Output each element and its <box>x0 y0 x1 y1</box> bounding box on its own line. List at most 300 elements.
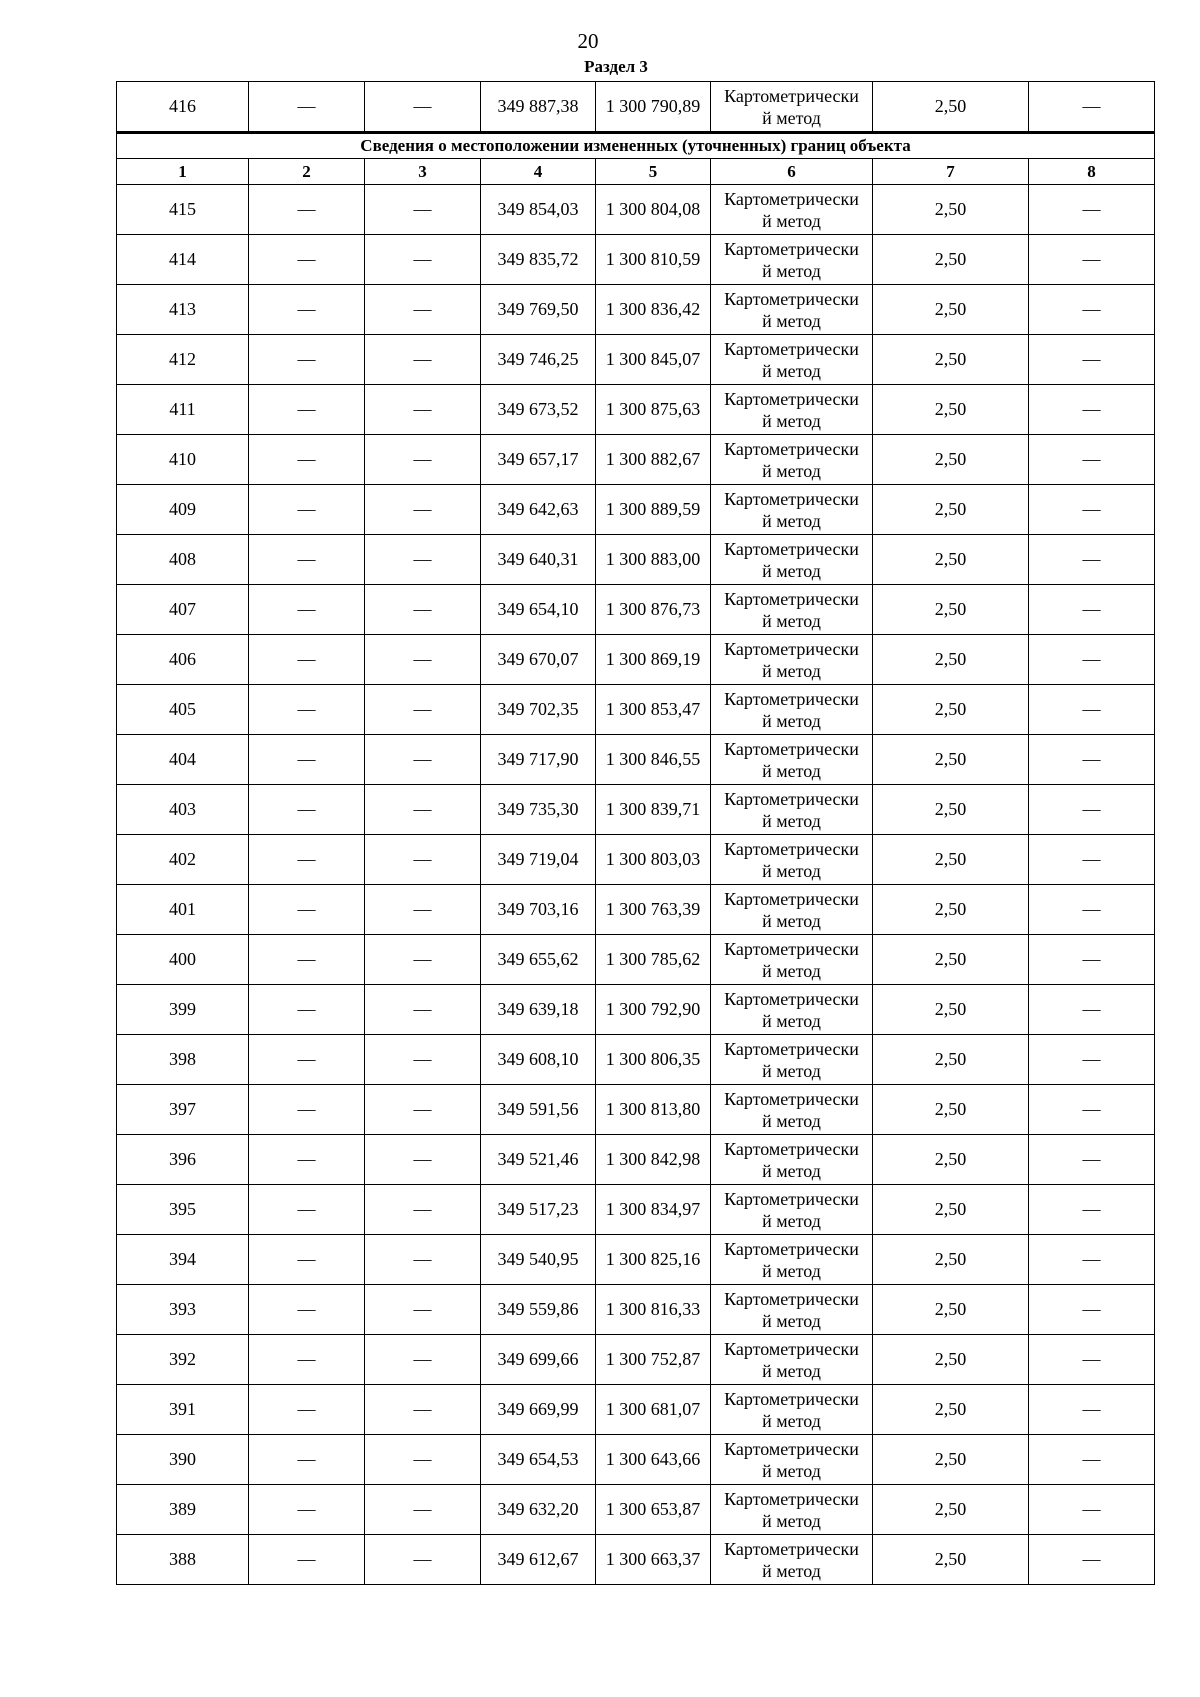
cell-y: 1 300 763,39 <box>596 885 711 935</box>
cell-col3: — <box>365 1085 481 1135</box>
cell-col2: — <box>249 1085 365 1135</box>
cell-point-number: 397 <box>117 1085 249 1135</box>
method-line1: Картометрически <box>724 1338 859 1359</box>
table-row <box>117 1035 1155 1085</box>
cell-x: 349 654,10 <box>481 585 596 635</box>
cell-point-number: 405 <box>117 685 249 735</box>
cell-col8: — <box>1029 82 1155 133</box>
cell-accuracy: 2,50 <box>873 235 1029 285</box>
column-number: 8 <box>1029 159 1155 185</box>
table-row <box>117 535 1155 585</box>
cell-x: 349 703,16 <box>481 885 596 935</box>
cell-method <box>711 1385 873 1435</box>
cell-col8: — <box>1029 785 1155 835</box>
method-line1: Картометрически <box>724 338 859 359</box>
method-line2: й метод <box>762 410 821 431</box>
cell-y: 1 300 839,71 <box>596 785 711 835</box>
cell-col2: — <box>249 185 365 235</box>
cell-point-number: 396 <box>117 1135 249 1185</box>
cell-col3: — <box>365 835 481 885</box>
table-row <box>117 1485 1155 1535</box>
cell-method <box>711 1085 873 1135</box>
method-line1: Картометрически <box>724 1388 859 1409</box>
cell-col2: — <box>249 985 365 1035</box>
method-line1: Картометрически <box>724 938 859 959</box>
cell-method <box>711 1135 873 1185</box>
cell-point-number: 412 <box>117 335 249 385</box>
cell-point-number: 410 <box>117 435 249 485</box>
cell-accuracy: 2,50 <box>873 82 1029 133</box>
cell-y: 1 300 752,87 <box>596 1335 711 1385</box>
cell-col3: — <box>365 1185 481 1235</box>
cell-col8: — <box>1029 1285 1155 1335</box>
cell-col3: — <box>365 1485 481 1535</box>
method-line1: Картометрически <box>724 1238 859 1259</box>
cell-accuracy: 2,50 <box>873 1285 1029 1335</box>
cell-col2: — <box>249 585 365 635</box>
cell-point-number: 400 <box>117 935 249 985</box>
cell-accuracy: 2,50 <box>873 1235 1029 1285</box>
method-line1: Картометрически <box>724 888 859 909</box>
method-line2: й метод <box>762 760 821 781</box>
cell-x: 349 835,72 <box>481 235 596 285</box>
cell-y: 1 300 842,98 <box>596 1135 711 1185</box>
method-line1: Картометрически <box>724 738 859 759</box>
cell-col2: — <box>249 1535 365 1585</box>
table-row <box>117 185 1155 235</box>
column-number: 3 <box>365 159 481 185</box>
cell-col8: — <box>1029 1485 1155 1535</box>
cell-x: 349 699,66 <box>481 1335 596 1385</box>
cell-method <box>711 535 873 585</box>
cell-col3: — <box>365 1285 481 1335</box>
cell-col2: — <box>249 885 365 935</box>
method-line1: Картометрически <box>724 638 859 659</box>
cell-point-number: 398 <box>117 1035 249 1085</box>
cell-col3: — <box>365 735 481 785</box>
cell-col8: — <box>1029 635 1155 685</box>
cell-x: 349 639,18 <box>481 985 596 1035</box>
cell-accuracy: 2,50 <box>873 835 1029 885</box>
table-row <box>117 1385 1155 1435</box>
cell-accuracy: 2,50 <box>873 335 1029 385</box>
table-row <box>117 685 1155 735</box>
cell-col3: — <box>365 1035 481 1085</box>
cell-y: 1 300 836,42 <box>596 285 711 335</box>
method-line2: й метод <box>762 510 821 531</box>
method-line2: й метод <box>762 660 821 681</box>
cell-accuracy: 2,50 <box>873 1535 1029 1585</box>
cell-x: 349 642,63 <box>481 485 596 535</box>
cell-y: 1 300 882,67 <box>596 435 711 485</box>
method-line1: Картометрически <box>724 1438 859 1459</box>
cell-x: 349 657,17 <box>481 435 596 485</box>
cell-col8: — <box>1029 385 1155 435</box>
cell-col3: — <box>365 435 481 485</box>
method-line2: й метод <box>762 310 821 331</box>
table-row-top <box>117 82 1155 133</box>
cell-accuracy: 2,50 <box>873 1185 1029 1235</box>
cell-col2: — <box>249 635 365 685</box>
cell-accuracy: 2,50 <box>873 1485 1029 1535</box>
cell-point-number: 388 <box>117 1535 249 1585</box>
cell-accuracy: 2,50 <box>873 1135 1029 1185</box>
cell-x: 349 521,46 <box>481 1135 596 1185</box>
cell-method <box>711 585 873 635</box>
cell-col8: — <box>1029 535 1155 585</box>
cell-x: 349 655,62 <box>481 935 596 985</box>
cell-accuracy: 2,50 <box>873 1435 1029 1485</box>
cell-x: 349 540,95 <box>481 1235 596 1285</box>
table-row <box>117 785 1155 835</box>
cell-method <box>711 1285 873 1335</box>
cell-col3: — <box>365 385 481 435</box>
table-caption-row <box>117 133 1155 159</box>
method-line1: Картометрически <box>724 838 859 859</box>
cell-method <box>711 835 873 885</box>
cell-method <box>711 1535 873 1585</box>
cell-y: 1 300 653,87 <box>596 1485 711 1535</box>
cell-method <box>711 935 873 985</box>
cell-col8: — <box>1029 935 1155 985</box>
method-line2: й метод <box>762 860 821 881</box>
method-line2: й метод <box>762 560 821 581</box>
cell-col2: — <box>249 1385 365 1435</box>
cell-point-number: 390 <box>117 1435 249 1485</box>
cell-y: 1 300 806,35 <box>596 1035 711 1085</box>
cell-col8: — <box>1029 285 1155 335</box>
cell-col3: — <box>365 535 481 585</box>
table-row <box>117 385 1155 435</box>
method-line2: й метод <box>762 1310 821 1331</box>
cell-method <box>711 635 873 685</box>
method-line1: Картометрически <box>724 788 859 809</box>
table-row <box>117 635 1155 685</box>
cell-x: 349 717,90 <box>481 735 596 785</box>
table-row <box>117 1085 1155 1135</box>
cell-y: 1 300 875,63 <box>596 385 711 435</box>
cell-accuracy: 2,50 <box>873 685 1029 735</box>
cell-point-number: 413 <box>117 285 249 335</box>
cell-col8: — <box>1029 335 1155 385</box>
cell-accuracy: 2,50 <box>873 885 1029 935</box>
column-number: 2 <box>249 159 365 185</box>
method-line1: Картометрически <box>724 988 859 1009</box>
cell-x: 349 887,38 <box>481 82 596 133</box>
cell-y: 1 300 804,08 <box>596 185 711 235</box>
cell-y: 1 300 834,97 <box>596 1185 711 1235</box>
cell-col2: — <box>249 735 365 785</box>
cell-col2: — <box>249 1185 365 1235</box>
cell-method <box>711 985 873 1035</box>
cell-col3: — <box>365 82 481 133</box>
method-line1: Картометрически <box>724 1088 859 1109</box>
column-number: 4 <box>481 159 596 185</box>
table-row <box>117 985 1155 1035</box>
cell-y: 1 300 785,62 <box>596 935 711 985</box>
cell-method <box>711 1185 873 1235</box>
cell-method <box>711 285 873 335</box>
cell-x: 349 559,86 <box>481 1285 596 1335</box>
cell-point-number: 406 <box>117 635 249 685</box>
cell-accuracy: 2,50 <box>873 185 1029 235</box>
cell-method <box>711 885 873 935</box>
cell-col3: — <box>365 335 481 385</box>
cell-col2: — <box>249 1435 365 1485</box>
method-line1: Картометрически <box>724 1188 859 1209</box>
cell-point-number: 407 <box>117 585 249 635</box>
method-line1: Картометрически <box>724 1488 859 1509</box>
cell-col8: — <box>1029 985 1155 1035</box>
cell-x: 349 735,30 <box>481 785 596 835</box>
cell-y: 1 300 803,03 <box>596 835 711 885</box>
method-line2: й метод <box>762 1510 821 1531</box>
table-caption: Сведения о местоположении измененных (уточненных) границ объекта <box>117 133 1155 159</box>
table-row <box>117 485 1155 535</box>
cell-col8: — <box>1029 185 1155 235</box>
table-row <box>117 735 1155 785</box>
method-line1: Картометрически <box>724 1538 859 1559</box>
cell-method <box>711 1035 873 1085</box>
cell-point-number: 391 <box>117 1385 249 1435</box>
table-row <box>117 285 1155 335</box>
cell-accuracy: 2,50 <box>873 485 1029 535</box>
method-line2: й метод <box>762 960 821 981</box>
method-line1: Картометрически <box>724 238 859 259</box>
cell-method <box>711 235 873 285</box>
cell-accuracy: 2,50 <box>873 635 1029 685</box>
cell-point-number: 399 <box>117 985 249 1035</box>
cell-col3: — <box>365 885 481 935</box>
cell-y: 1 300 643,66 <box>596 1435 711 1485</box>
method-line2: й метод <box>762 1410 821 1431</box>
cell-method <box>711 435 873 485</box>
cell-y: 1 300 889,59 <box>596 485 711 535</box>
cell-col8: — <box>1029 1185 1155 1235</box>
cell-x: 349 769,50 <box>481 285 596 335</box>
cell-method <box>711 1485 873 1535</box>
cell-y: 1 300 825,16 <box>596 1235 711 1285</box>
method-line2: й метод <box>762 610 821 631</box>
cell-method <box>711 335 873 385</box>
cell-y: 1 300 846,55 <box>596 735 711 785</box>
cell-accuracy: 2,50 <box>873 1085 1029 1135</box>
cell-col3: — <box>365 1335 481 1385</box>
cell-col2: — <box>249 785 365 835</box>
cell-point-number: 402 <box>117 835 249 885</box>
cell-point-number: 389 <box>117 1485 249 1535</box>
table-row <box>117 435 1155 485</box>
cell-y: 1 300 869,19 <box>596 635 711 685</box>
cell-accuracy: 2,50 <box>873 1385 1029 1435</box>
method-line2: й метод <box>762 1010 821 1031</box>
method-line1: Картометрически <box>724 388 859 409</box>
column-number: 7 <box>873 159 1029 185</box>
cell-method <box>711 385 873 435</box>
cell-point-number: 403 <box>117 785 249 835</box>
cell-y: 1 300 813,80 <box>596 1085 711 1135</box>
boundary-coordinates-table <box>116 81 1155 1585</box>
cell-col2: — <box>249 685 365 735</box>
cell-accuracy: 2,50 <box>873 1335 1029 1385</box>
cell-col8: — <box>1029 435 1155 485</box>
cell-col2: — <box>249 935 365 985</box>
method-line2: й метод <box>762 910 821 931</box>
method-line2: й метод <box>762 1560 821 1581</box>
cell-x: 349 632,20 <box>481 1485 596 1535</box>
table-row <box>117 1285 1155 1335</box>
cell-point-number: 401 <box>117 885 249 935</box>
cell-x: 349 654,53 <box>481 1435 596 1485</box>
method-line1: Картометрически <box>724 488 859 509</box>
method-line1: Картометрически <box>724 1138 859 1159</box>
cell-accuracy: 2,50 <box>873 585 1029 635</box>
cell-col8: — <box>1029 585 1155 635</box>
method-line2: й метод <box>762 460 821 481</box>
cell-col3: — <box>365 1135 481 1185</box>
cell-point-number: 404 <box>117 735 249 785</box>
cell-col2: — <box>249 1485 365 1535</box>
cell-point-number: 411 <box>117 385 249 435</box>
cell-col3: — <box>365 635 481 685</box>
method-line2: й метод <box>762 260 821 281</box>
cell-method <box>711 82 873 133</box>
column-number: 1 <box>117 159 249 185</box>
table-row <box>117 1335 1155 1385</box>
table-row <box>117 1185 1155 1235</box>
cell-point-number: 415 <box>117 185 249 235</box>
cell-col3: — <box>365 785 481 835</box>
table-row <box>117 585 1155 635</box>
cell-col3: — <box>365 1235 481 1285</box>
cell-col8: — <box>1029 1035 1155 1085</box>
cell-col8: — <box>1029 735 1155 785</box>
method-line2: й метод <box>762 107 821 128</box>
cell-col3: — <box>365 985 481 1035</box>
cell-point-number: 392 <box>117 1335 249 1385</box>
cell-x: 349 640,31 <box>481 535 596 585</box>
cell-col3: — <box>365 1385 481 1435</box>
cell-col3: — <box>365 685 481 735</box>
cell-accuracy: 2,50 <box>873 935 1029 985</box>
method-line2: й метод <box>762 1110 821 1131</box>
cell-col8: — <box>1029 885 1155 935</box>
cell-method <box>711 735 873 785</box>
table-row <box>117 1135 1155 1185</box>
cell-col8: — <box>1029 1435 1155 1485</box>
method-line2: й метод <box>762 210 821 231</box>
cell-col3: — <box>365 1535 481 1585</box>
cell-col8: — <box>1029 1535 1155 1585</box>
method-line2: й метод <box>762 360 821 381</box>
cell-col2: — <box>249 835 365 885</box>
cell-point-number: 394 <box>117 1235 249 1285</box>
cell-x: 349 608,10 <box>481 1035 596 1085</box>
method-line2: й метод <box>762 1360 821 1381</box>
cell-x: 349 517,23 <box>481 1185 596 1235</box>
cell-accuracy: 2,50 <box>873 785 1029 835</box>
cell-y: 1 300 663,37 <box>596 1535 711 1585</box>
cell-y: 1 300 853,47 <box>596 685 711 735</box>
cell-col2: — <box>249 535 365 585</box>
cell-y: 1 300 883,00 <box>596 535 711 585</box>
cell-col8: — <box>1029 835 1155 885</box>
cell-col8: — <box>1029 235 1155 285</box>
method-line1: Картометрически <box>724 288 859 309</box>
method-line2: й метод <box>762 810 821 831</box>
cell-x: 349 854,03 <box>481 185 596 235</box>
cell-col2: — <box>249 1135 365 1185</box>
cell-accuracy: 2,50 <box>873 435 1029 485</box>
cell-accuracy: 2,50 <box>873 285 1029 335</box>
table-row <box>117 1235 1155 1285</box>
method-line2: й метод <box>762 1260 821 1281</box>
cell-col2: — <box>249 1035 365 1085</box>
cell-y: 1 300 792,90 <box>596 985 711 1035</box>
cell-y: 1 300 681,07 <box>596 1385 711 1435</box>
cell-col3: — <box>365 235 481 285</box>
cell-col2: — <box>249 1285 365 1335</box>
cell-x: 349 719,04 <box>481 835 596 885</box>
table-row <box>117 835 1155 885</box>
cell-point-number: 393 <box>117 1285 249 1335</box>
method-line1: Картометрически <box>724 1038 859 1059</box>
method-line1: Картометрически <box>724 538 859 559</box>
cell-accuracy: 2,50 <box>873 535 1029 585</box>
cell-method <box>711 1435 873 1485</box>
cell-col2: — <box>249 385 365 435</box>
cell-col3: — <box>365 485 481 535</box>
cell-x: 349 591,56 <box>481 1085 596 1135</box>
table-row <box>117 335 1155 385</box>
section-title: Раздел 3 <box>584 57 648 76</box>
cell-col8: — <box>1029 485 1155 535</box>
method-line2: й метод <box>762 1160 821 1181</box>
cell-method <box>711 1335 873 1385</box>
table-row <box>117 235 1155 285</box>
cell-col2: — <box>249 435 365 485</box>
table-row <box>117 885 1155 935</box>
cell-x: 349 670,07 <box>481 635 596 685</box>
cell-y: 1 300 876,73 <box>596 585 711 635</box>
cell-col8: — <box>1029 685 1155 735</box>
method-line2: й метод <box>762 710 821 731</box>
method-line1: Картометрически <box>724 85 859 106</box>
table-row <box>117 935 1155 985</box>
column-number: 5 <box>596 159 711 185</box>
method-line1: Картометрически <box>724 1288 859 1309</box>
method-line1: Картометрически <box>724 588 859 609</box>
cell-col3: — <box>365 935 481 985</box>
cell-y: 1 300 845,07 <box>596 335 711 385</box>
method-line1: Картометрически <box>724 438 859 459</box>
cell-accuracy: 2,50 <box>873 385 1029 435</box>
cell-col2: — <box>249 285 365 335</box>
cell-col3: — <box>365 585 481 635</box>
cell-col8: — <box>1029 1335 1155 1385</box>
cell-col3: — <box>365 185 481 235</box>
cell-point-number: 416 <box>117 82 249 133</box>
cell-method <box>711 685 873 735</box>
cell-accuracy: 2,50 <box>873 735 1029 785</box>
cell-col2: — <box>249 1235 365 1285</box>
cell-col2: — <box>249 82 365 133</box>
cell-col2: — <box>249 335 365 385</box>
cell-y: 1 300 790,89 <box>596 82 711 133</box>
cell-x: 349 669,99 <box>481 1385 596 1435</box>
method-line1: Картометрически <box>724 188 859 209</box>
table-row <box>117 1435 1155 1485</box>
